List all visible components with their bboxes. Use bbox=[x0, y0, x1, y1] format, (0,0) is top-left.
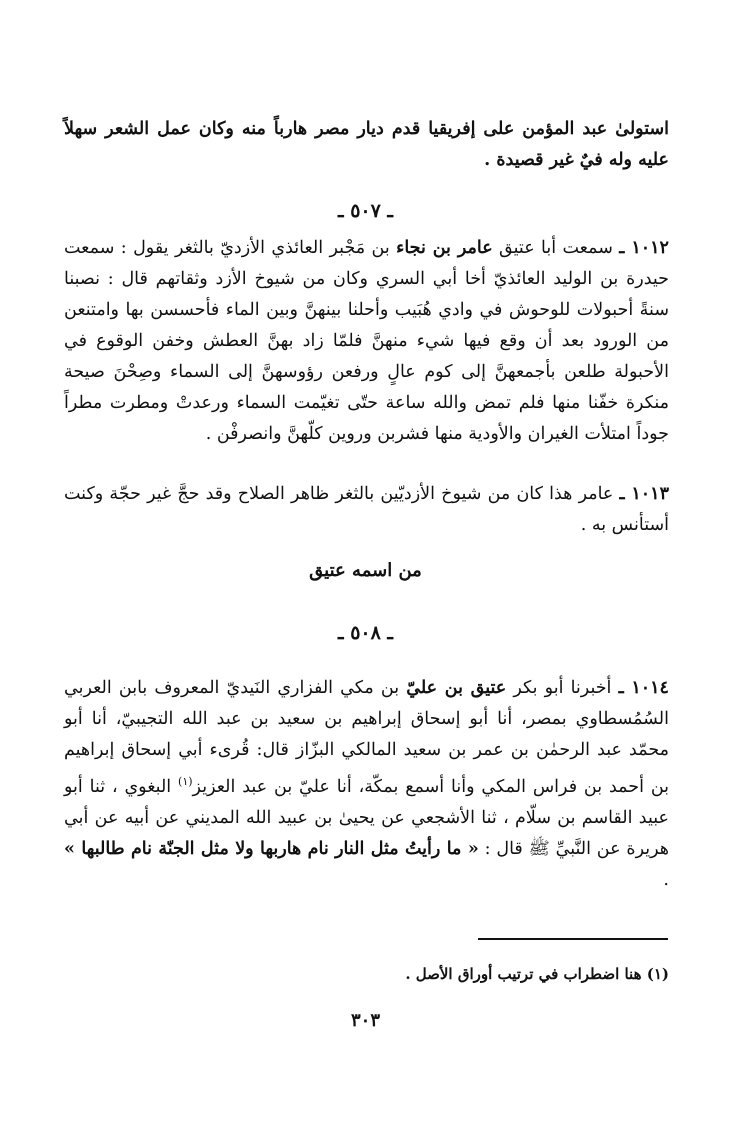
narrator-name: عتيق بن عليّ bbox=[406, 678, 507, 698]
paragraph-1-text: استولىٰ عبد المؤمن على إفريقيا قدم ديار مصر هارباً منه وكان عمل الشعر سهلاً عليه وله فيٌ غير قصيدة . bbox=[64, 119, 669, 170]
entry-body: بن مَجْبر العائذي الأزديّ بالثغر يقول : سمعت حيدرة بن الوليد العائذيّ أخا أبي السري وكان من شيوخ الأزد وثقاتهم قال : نصبنا سنةً أحبولات للوحوش في وادي هُبَيب وأحلنا بينهنَّ وبين الماء فأحسسن بها وامتنعن من الورود بعد أن وقع فيها شيء منهنَّ فلمّا زاد بهنَّ العطش وخفن الوقوع في الأحبولة طلعن بأجمعهنَّ إلى كوم عالٍ ورفعن رؤوسهنَّ إلى السماء وصِحْنَ صيحة منكرة خفّنا منها فلم تمض والله ساعة حتّى تغيّمت السماء ورعدتْ ومطرت مطراً جوداً امتلأت الغيران والأودية منها فشربن وروين كلّهنَّ وانصرفْن . bbox=[64, 238, 669, 444]
entry-1013 bbox=[64, 479, 669, 541]
entry-1014 bbox=[64, 673, 669, 896]
entry-body: عامر هذا كان من شيوخ الأزديّين بالثغر ظاهر الصلاح وقد حجَّ غير حجّة وكنت أستأنس به . bbox=[64, 484, 669, 535]
entry-number: ١٠١٤ ـ bbox=[618, 678, 669, 698]
entry-intro: سمعت أبا عتيق bbox=[499, 238, 613, 258]
entry-intro: أخبرنا أبو بكر bbox=[513, 678, 612, 698]
entry-number: ١٠١٢ ـ bbox=[619, 238, 669, 258]
entry-end: . bbox=[663, 869, 669, 890]
page-number: ٣٠٣ bbox=[350, 1010, 380, 1031]
paragraph-1 bbox=[64, 114, 669, 176]
footnote: (١) هنا اضطراب في ترتيب أوراق الأصل . bbox=[405, 965, 669, 983]
subheading: من اسمه عتيق bbox=[309, 560, 422, 581]
footnote-divider bbox=[478, 938, 668, 940]
entry-number: ١٠١٣ ـ bbox=[619, 484, 669, 504]
entry-1012 bbox=[64, 233, 669, 450]
entry-body-continued: البغوي ، ثنا أبو عبيد القاسم بن سلّام ، ثنا الأشجعي عن يحيىٰ بن عبيد الله المديني عن أبيه عن أبي هريرة عن النَّبيِّ ﷺ قال : bbox=[64, 776, 669, 859]
footnote-reference: (١) bbox=[178, 775, 193, 788]
section-number-507: ـ ٥٠٧ ـ bbox=[338, 200, 393, 222]
narrator-name: عامر بن نجاء bbox=[396, 238, 493, 258]
section-number-508: ـ ٥٠٨ ـ bbox=[338, 622, 393, 644]
hadith-quote: « ما رأيتُ مثل النار نام هاربها ولا مثل الجنّة نام طالبها » bbox=[64, 838, 479, 859]
entry-body: بن مكي الفزاري النَيديّ المعروف بابن العربي السُمُسطاوي بمصر، أنا أبو إسحاق إبراهيم بن سعيد بن عبد الله التجيبيّ، أنا أبو محمّد عبد الرحمٰن بن عمر بن سعيد المالكي البزّاز قال: قُرىء أبي إسحاق إبراهيم بن أحمد بن فراس المكي وأنا أسمع بمكّة، أنا عليّ بن عبد العزيز bbox=[64, 678, 670, 797]
